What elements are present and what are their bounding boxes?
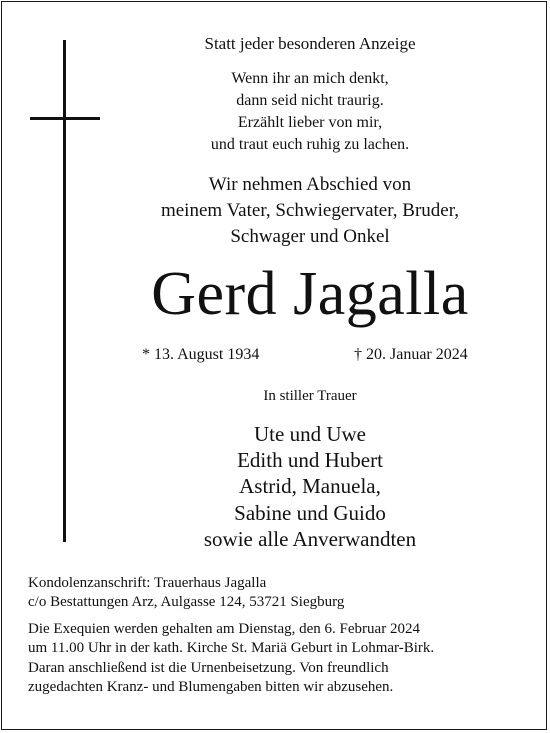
- mourner-line: Ute und Uwe: [254, 422, 366, 446]
- mourners-block: [90, 421, 530, 552]
- service-line: Die Exequien werden gehalten am Dienstag, den 6. Februar 2024: [28, 621, 420, 637]
- poem-line: und traut euch ruhig zu lachen.: [210, 136, 410, 153]
- poem-line: Erzählt lieber von mir,: [237, 114, 383, 131]
- service-line: zugedachten Kranz- und Blumengaben bitten wir abzusehen.: [28, 679, 394, 696]
- farewell-line: meinem Vater, Schwiegervater, Bruder,: [160, 200, 460, 221]
- birth-date: * 13. August 1934: [142, 346, 260, 363]
- address-line: c/o Bestattungen Arz, Aulgasse 124, 53721 Siegburg: [28, 594, 345, 611]
- address-line: Kondolenzanschrift: Trauerhaus Jagalla: [28, 575, 267, 591]
- poem-line: dann seid nicht traurig.: [236, 92, 384, 109]
- mourner-line: sowie alle Anverwandten: [203, 526, 417, 551]
- condolence-address: [28, 574, 538, 613]
- farewell-block: [90, 172, 530, 250]
- mourner-line: Edith und Hubert: [237, 448, 383, 473]
- death-date: † 20. Januar 2024: [354, 346, 468, 363]
- mourning-phrase: In stiller Trauer: [263, 388, 357, 404]
- service-line: Daran anschließend ist die Urnenbeisetzung. Von freundlich: [28, 659, 389, 676]
- latin-cross-icon: [63, 40, 66, 542]
- mourner-line: Sabine und Guido: [234, 500, 386, 525]
- service-info: [28, 620, 538, 698]
- notice-heading: Statt jeder besonderen Anzeige: [204, 34, 416, 53]
- mourner-line: Astrid, Manuela,: [239, 474, 381, 499]
- farewell-line: Wir nehmen Abschied von: [208, 174, 412, 195]
- farewell-line: Schwager und Onkel: [230, 226, 390, 247]
- poem-line: Wenn ihr an mich denkt,: [231, 70, 389, 87]
- service-line: um 11.00 Uhr in der kath. Kirche St. Mariä Geburt in Lohmar-Birk.: [28, 640, 435, 657]
- poem-block: [90, 68, 530, 156]
- deceased-name: Gerd Jagalla: [151, 260, 469, 328]
